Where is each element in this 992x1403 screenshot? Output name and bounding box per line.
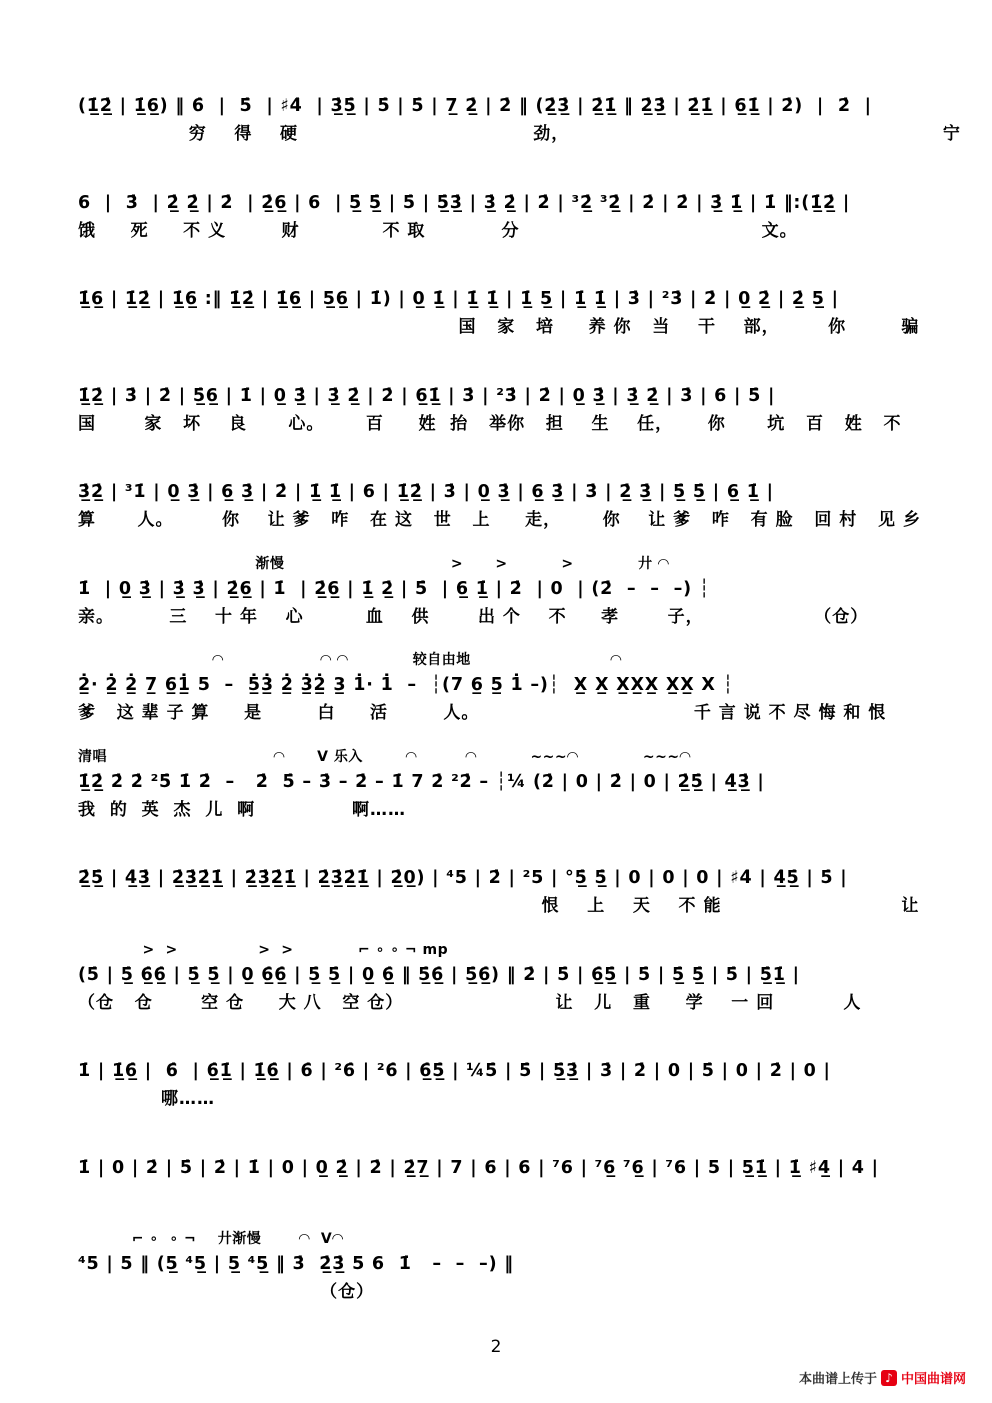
notation-annotations xyxy=(78,169,952,188)
lyrics-line: （仓 仓 空 仓 大 八 空 仓） 让 儿 重 学 一 回 人 xyxy=(78,992,862,1013)
notation-line: 1̲̇2̲̇ 2̇ 2̇ ²5̇ 1̇ 2̇ – 2̇ 5̇ – 3̇ – 2̇ – 1̇ 7 2̇ ²2̇ – ┆¼ (2̇ | 0 | 2̇ | 0 | 2̲̇5̲̇ | 4̲̇3̲̇ | xyxy=(78,771,765,792)
lyrics-line: 饿 死 不 义 财 不 取 分 文。 xyxy=(78,220,798,241)
lyrics-line: 哪…… xyxy=(78,1089,216,1109)
notation-line: 3̲̇2̲̇ | ³1̇ | 0̲ 3̲̇ | 6̲ 3̲̇ | 2̇ | 1̲̇ 1̲̇ | 6 | 1̲̇2̲̇ | 3̇ | 0̲ 3̲̇ | 6̲ 3̲̇ | 3̇ | 2̲̇ 3̲̇ | 5̲̇ 5̲̇ | 6̲ 1̲̇ | xyxy=(78,482,774,502)
upload-note-text: 本曲谱上传于 xyxy=(798,1372,877,1387)
notation-line: (1̲̇2̲̇ | 1̲̇6̲) ‖ 6̇ | 5̇ | ♯4̇ | 3̲̇5̲̇ | 5̇ | 5̇ | 7̲ 2̲̇ | 2̇ ‖ (2̲̇3̲̇ | 2̲̇1̲̇ ‖ 2̲̇3̲̇ | 2̲̇1̲̇ | 6̲1̲̇ | 2̇) | 2̇ | xyxy=(78,96,872,116)
notation-line: 1̇ | 0̲ 3̲̇ | 3̲̇ 3̲̇ | 2̲̇6̲ | 1̇ | 2̲̇6̲ | 1̲̇ 2̲̇ | 5̇ | 6̲ 1̲̇ | 2̇ | 0 | (2̇ – – –) ┆ xyxy=(78,578,711,599)
footer xyxy=(799,1368,966,1387)
music-system xyxy=(78,941,952,1038)
notation-line: 1̇ | 1̲̇6̲̇ | 6̇ | 6̲̇1̲̇ | 1̲̇6̲̇ | 6̇ | ²6̇ | ²6̇ | 6̲̇5̲̇ | ¼5̇ | 5̇ | 5̲̇3̲̇ | 3̇ | 2̇ | 0 | 5̇ | 0 | 2̇ | 0 | xyxy=(78,1061,831,1081)
notation-annotations: 渐慢 > > > 廾 ◠ xyxy=(78,555,670,572)
notation-line: (5̇ | 5̲̇ 6̲̇6̲̇ | 5̲̇ 5̲̇ | 0̲ 6̲̇6̲̇ | 5̲̇ 5̲̇ | 0̲ 6̲̇ ‖ 5̲̇6̲̇ | 5̲̇6̲̇) ‖ 2̇ | 5̇ | 6̲̇5̲̇ | 5̇ | 5̲̇ 5̲̇ | 5̇ | 5̲̇1̲̇ | xyxy=(78,964,800,985)
notation-line: ⁴5 | 5 ‖ (5̲ ⁴5̲ | 5̲ ⁴5̲ ‖ 3̇ 2̲̇3̲̇ 5 6 1̇ – – –) ‖ xyxy=(78,1254,514,1274)
music-system xyxy=(78,72,961,169)
music-system xyxy=(78,362,952,459)
lyrics-line: 穷 得 硬 劲， 宁 xyxy=(78,124,961,144)
notation-annotations xyxy=(78,1134,952,1153)
notation-annotations: ◠ ◠ ◠ 较自由地 ◠ xyxy=(78,652,622,668)
notation-line: 1̲̇6̲ | 1̲̇2̲̇ | 1̲̇6̲ :‖ 1̲̇2̲̇ | 1̲̇6̲ | 5̲6̲ | 1̇) | 0̲ 1̲̇ | 1̲̇ 1̲̇ | 1̲̇ 5̲ | 1̲̇ 1̲̇ | 3̇ | ²3̇ | 2̇ | 0̲ 2̲̇ | 2̲̇ 5̲ | xyxy=(78,289,839,309)
lyrics-line: （仓） xyxy=(78,1282,375,1302)
notation-annotations: 清唱 ◠ V 乐入 ◠ ◠ ~~~◠ ~~~◠ xyxy=(78,748,691,765)
music-system xyxy=(78,651,952,748)
notation-annotations: ⌐ ∘ ∘ ¬ 廾渐慢 ◠ V◠ xyxy=(78,1231,344,1247)
music-system xyxy=(78,555,952,652)
notation-line: 2̲̇· 2̲̇ 2̲̇ 7̲ 6̲1̲̇ 5 – 5̲̇3̲̇ 2̲̇ 3̲̇2̲̇ 3̲ 1̇· 1̇ – ┆(7 6̲ 5̲ 1̇ –)┆ X̲ X̲ X̲X̲X̲ X̲X̲ X ┆ xyxy=(78,675,734,695)
site-logo-icon: ♪ xyxy=(881,1370,897,1386)
notation-annotations: > > > > ⌐ ∘ ∘ ¬ mp xyxy=(78,941,449,958)
lyrics-line: 国 家 培 养 你 当 干 部， 你 骗 xyxy=(78,317,920,337)
notation-line: 6 | 3̇ | 2̲̇ 2̲̇ | 2̇ | 2̲̇6̲ | 6 | 5̲̇ 5̲̇ | 5̇ | 5̲̇3̲̇ | 3̲̇ 2̲̇ | 2̇ | ³2̲̇ ³2̲̇ | 2̇ | 2̇ | 3̲̇ 1̲̇ | 1̇ ‖:(1̲̇2̲̇ | xyxy=(78,192,851,213)
lyrics-line: 亲。 三 十 年 心 血 供 出 个 不 孝 子， （仓） xyxy=(78,606,869,627)
lyrics-line: 国 家 坏 良 心。 百 姓 抬 举你 担 生 任， 你 坑 百 姓 不 xyxy=(78,413,902,434)
music-system xyxy=(78,1230,952,1327)
notation-line: 1̲̇2̲̇ | 3̇ | 2̇ | 5̲̇6̲ | 1̇ | 0̲ 3̲̇ | 3̲̇ 2̲̇ | 2̇ | 6̲1̲̇ | 3̇ | ²3̇ | 2̇ | 0̲ 3̲̇ | 3̲̇ 2̲̇ | 3̇ | 6 | 5̇ | xyxy=(78,385,776,406)
notation-annotations xyxy=(78,844,952,863)
music-system xyxy=(78,169,952,266)
page-number: 2 xyxy=(490,1337,502,1357)
music-system xyxy=(78,1134,952,1231)
notation-line: 2̲̇5̲̇ | 4̲̇3̲̇ | 2̲̇3̲̇2̲̇1̲̇ | 2̲̇3̲̇2̲̇1̲̇ | 2̲̇3̲̇2̲̇1̲̇ | 2̲̇0̲) | ⁴5 | 2̇ | ²5 | °5̲̇ 5̲̇ | 0 | 0 | 0 | ♯4̇ | 4̲̇5̲̇ | 5̇ | xyxy=(78,868,848,888)
score-body xyxy=(78,72,961,1327)
music-system xyxy=(78,844,952,941)
notation-line: 1̇ | 0 | 2̇ | 5̇ | 2̇ | 1̇ | 0 | 0̲ 2̲̇ | 2̇ | 2̲̇7̲ | 7 | 6 | 6 | ⁷6 | ⁷6̲ ⁷6̲ | ⁷6 | 5 | 5̲1̲̇ | 1̲̇ ♯4̲ | 4 | xyxy=(78,1157,879,1178)
music-system xyxy=(78,458,952,555)
lyrics-line: 算 人。 你 让 爹 咋 在 这 世 上 走， 你 让 爹 咋 有 脸 回 村 见 乡 xyxy=(78,510,921,530)
notation-annotations xyxy=(78,362,952,381)
site-name-link[interactable]: 中国曲谱网 xyxy=(900,1372,966,1387)
lyrics-line: 恨 上 天 不 能 让 xyxy=(78,896,920,916)
notation-annotations xyxy=(78,1037,952,1056)
lyrics-line: 爹 这 辈 子 算 是 白 活 人。 千 言 说 不 尽 悔 和 恨 xyxy=(78,703,887,723)
notation-annotations xyxy=(78,265,952,284)
notation-annotations xyxy=(78,72,952,91)
music-system xyxy=(78,265,952,362)
notation-annotations xyxy=(78,458,952,477)
music-system xyxy=(78,1037,952,1134)
music-system xyxy=(78,748,952,845)
lyrics-line: 我 的 英 杰 儿 啊 啊…… xyxy=(78,799,407,820)
